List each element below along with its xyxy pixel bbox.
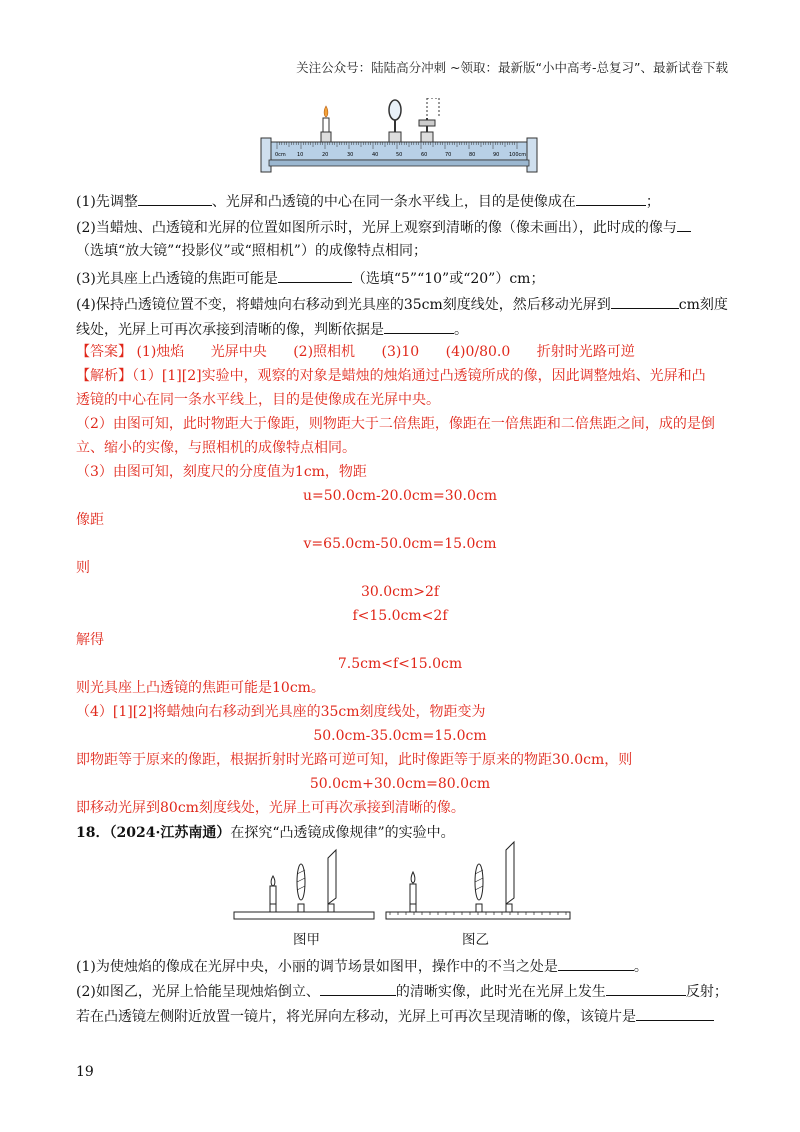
analysis-line: 则 (76, 560, 90, 576)
answer-blank[interactable] (320, 981, 396, 996)
figure-jia (232, 846, 377, 922)
analysis-line: （4）[1][2]将蜡烛向右移动到光具座的35cm刻度线处，物距变为 (76, 704, 486, 720)
answer-blank[interactable] (611, 294, 679, 309)
q17-part4: (4)保持凸透镜位置不变，将蜡烛向右移动到光具座的35cm刻度线处，然后移动光屏到 cm刻度 (76, 294, 728, 314)
ruler-label: 50 (396, 152, 403, 158)
screen-icon (506, 842, 514, 912)
figure-yi (384, 840, 574, 922)
equation: 50.0cm-35.0cm=15.0cm (313, 728, 487, 744)
ruler-label: 80 (469, 152, 476, 158)
answer-blank[interactable] (558, 956, 634, 971)
answer-blank[interactable] (384, 319, 454, 334)
analysis-line: 透镜的中心在同一条水平线上，目的是使像成在光屏中央。 (76, 392, 440, 408)
equation: u=50.0cm-20.0cm=30.0cm (302, 488, 498, 504)
answer-blank[interactable] (576, 191, 646, 206)
candle-icon (410, 872, 416, 912)
answer-item: (3)10 (381, 344, 420, 360)
equation: 50.0cm+30.0cm=80.0cm (309, 776, 491, 792)
lens-icon (475, 864, 483, 912)
figure-caption: 图乙 (462, 932, 489, 948)
q17-part1: (1)先调整 、光屏和凸透镜的中心在同一条水平线上，目的是使像成在 ； (76, 191, 660, 211)
page-number: 19 (76, 1064, 94, 1080)
answer-item: (2)照相机 (293, 344, 356, 360)
q17-part4-cont: 线处，光屏上可再次承接到清晰的像，判断依据是 。 (76, 319, 468, 339)
equation: 30.0cm>2f (360, 584, 440, 600)
lens-icon (297, 864, 305, 912)
ruler-label: 60 (421, 152, 428, 158)
equation: 7.5cm<f<15.0cm (337, 656, 463, 672)
optical-bench-figure (255, 98, 545, 178)
page-header: 关注公众号：陆陆高分冲刺 ~领取：最新版“小中高考-总复习”、最新试卷下载 (296, 60, 728, 75)
ruler-label: 100cm (509, 152, 527, 158)
answer-item: (4)0/80.0 (445, 344, 511, 360)
ruler-label: 90 (493, 152, 500, 158)
ruler-label: 20 (322, 152, 329, 158)
lens-icon (389, 100, 401, 142)
answer-blank[interactable] (606, 981, 686, 996)
answer-item: 光屏中央 (210, 344, 267, 360)
answer-item: (1)烛焰 (136, 344, 185, 360)
q17-part2-cont: （选填“放大镜”“投影仪”或“照相机”）的成像特点相同； (76, 243, 427, 259)
q17-part2: (2)当蜡烛、凸透镜和光屏的位置如图所示时，光屏上观察到清晰的像（像未画出），此时成的像与 (76, 217, 691, 237)
analysis-line: 即物距等于原来的像距，根据折射时光路可逆可知，此时像距等于原来的物距30.0cm，则 (76, 752, 633, 768)
equation: f<15.0cm<2f (352, 608, 448, 624)
q18-part2: (2)如图乙，光屏上恰能呈现烛焰倒立、 的清晰实像，此时光在光屏上发生 反射； (76, 981, 728, 1001)
answer-blank[interactable] (677, 217, 691, 232)
answer-blank[interactable] (636, 1006, 714, 1021)
q18-part3: 若在凸透镜左侧附近放置一镜片，将光屏向左移动，光屏上可再次呈现清晰的像，该镜片是 (76, 1006, 714, 1026)
ruler-label: 40 (372, 152, 379, 158)
ruler-label: 10 (297, 152, 304, 158)
q18-stem: 18．（2024·江苏南通）在探究“凸透镜成像规律”的实验中。 (76, 825, 455, 841)
answer-blank[interactable] (138, 191, 212, 206)
ruler-label: 0cm (275, 152, 286, 158)
figure-caption: 图甲 (293, 932, 320, 948)
screen-icon (328, 850, 336, 912)
ruler-label: 70 (445, 152, 452, 158)
analysis-line: 像距 (76, 512, 104, 528)
analysis-line: 即移动光屏到80cm刻度线处，光屏上可再次承接到清晰的像。 (76, 800, 465, 816)
ruler-label: 30 (347, 152, 354, 158)
answer-label: 【答案】 (76, 344, 132, 360)
analysis-line: 解得 (76, 632, 104, 648)
candle-icon (321, 106, 331, 142)
answer-item: 折射时光路可逆 (536, 344, 635, 360)
analysis-line: （2）由图可知，此时物距大于像距，则物距大于二倍焦距，像距在一倍焦距和二倍焦距之间，成的是倒 (76, 416, 715, 432)
q18-part1: (1)为使烛焰的像成在光屏中央，小丽的调节场景如图甲，操作中的不当之处是 。 (76, 956, 648, 976)
q17-part3: (3)光具座上凸透镜的焦距可能是 （选填“5”“10”或“20”）cm； (76, 268, 544, 288)
answer-line (76, 343, 657, 361)
analysis-line: 立、缩小的实像，与照相机的成像特点相同。 (76, 440, 356, 456)
screen-icon (419, 98, 439, 142)
analysis-line: （3）由图可知，刻度尺的分度值为1cm，物距 (76, 464, 367, 480)
equation: v=65.0cm-50.0cm=15.0cm (303, 536, 497, 552)
analysis-line: 【解析】（1）[1][2]实验中，观察的对象是蜡烛的烛焰通过凸透镜所成的像，因此调整烛焰、光屏和凸 (76, 368, 706, 384)
analysis-label: 【解析】 (76, 368, 132, 384)
answer-blank[interactable] (278, 268, 352, 283)
analysis-line: 则光具座上凸透镜的焦距可能是10cm。 (76, 680, 325, 696)
candle-icon (270, 876, 276, 912)
